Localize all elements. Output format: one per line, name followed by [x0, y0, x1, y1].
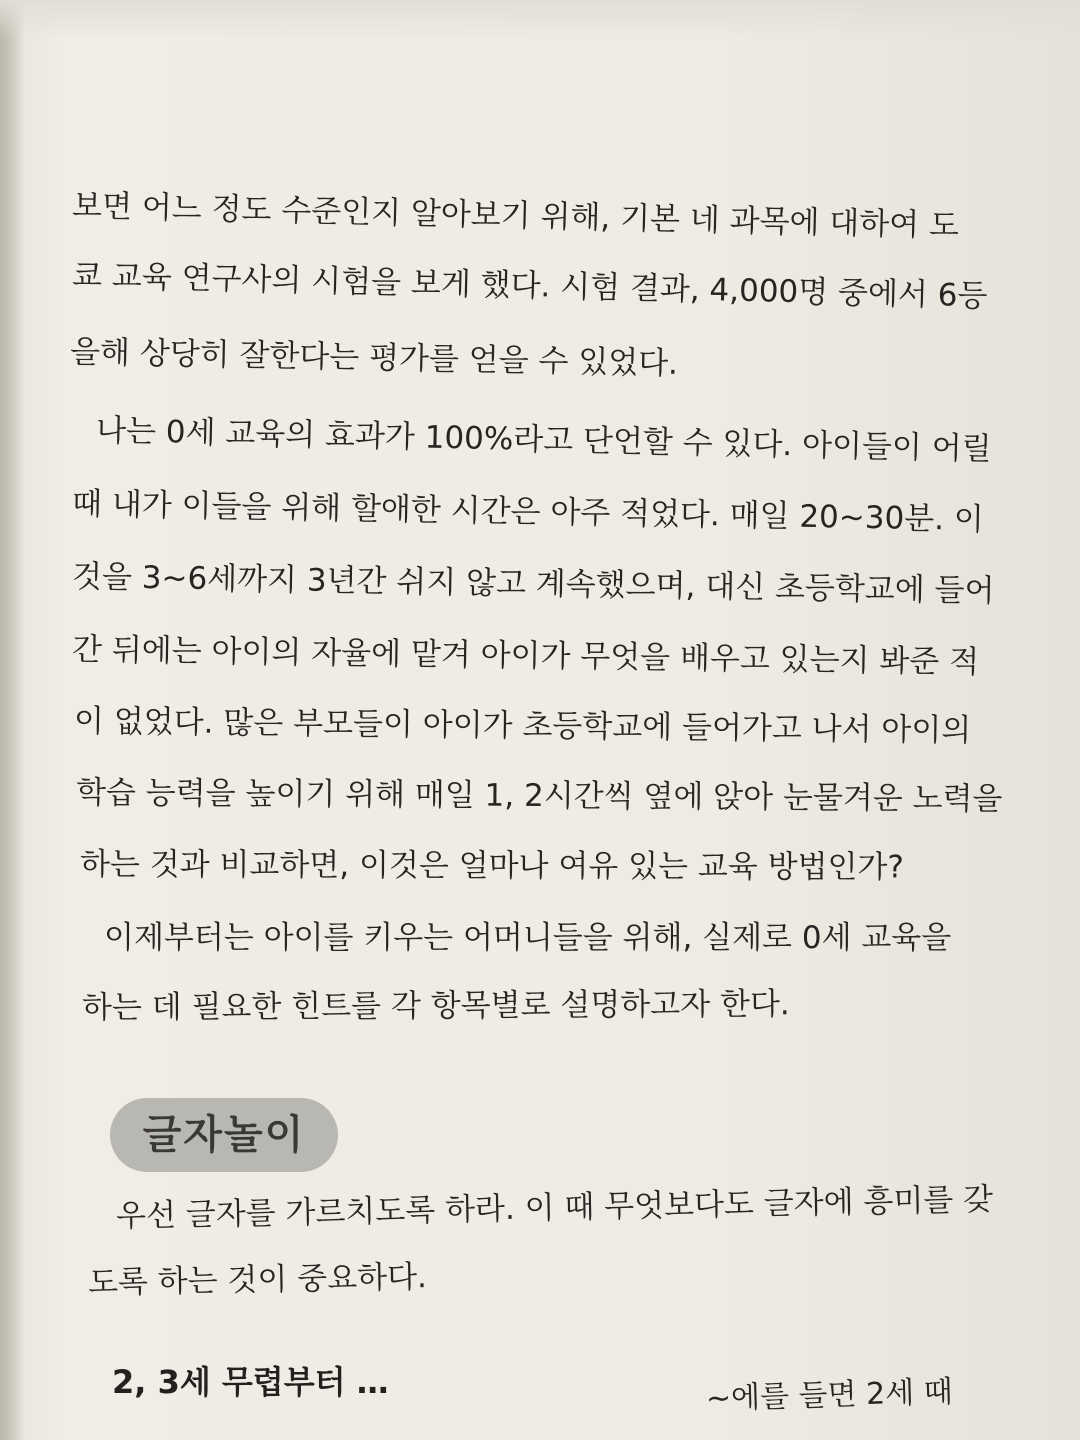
text-line: 학습 능력을 높이기 위해 매일 1, 2시간씩 옆에 앉아 눈물겨운 노력을: [75, 774, 1003, 818]
text-line: 이제부터는 아이를 키우는 어머니들을 위해, 실제로 0세 교육을: [104, 920, 952, 956]
text-line: 간 뒤에는 아이의 자율에 맡겨 아이가 무엇을 배우고 있는지 봐준 적: [71, 631, 980, 681]
section-tag-label: 글자놀이: [142, 1111, 306, 1158]
section-tag: [110, 1098, 338, 1172]
text-line: 것을 3~6세까지 3년간 쉬지 않고 계속했으며, 대신 초등학교에 들어: [71, 558, 995, 610]
text-line: 을해 상당히 잘한다는 평가를 얻을 수 있었다.: [69, 334, 679, 382]
text-line: 나는 0세 교육의 효과가 100%라고 단언할 수 있다. 아이들이 어릴: [95, 412, 992, 468]
text-line: 이 없었다. 많은 부모들이 아이가 초등학교에 들어가고 나서 아이의: [73, 703, 972, 749]
text-line: 하는 것과 비교하면, 이것은 얼마나 여유 있는 교육 방법인가?: [79, 846, 904, 886]
cut-off-text: ~에를 들면 2세 때: [705, 1374, 954, 1417]
cut-off-line-container: [690, 1372, 1080, 1440]
text-line: 도록 하는 것이 중요하다.: [87, 1259, 428, 1301]
page-gutter-shadow: [0, 0, 24, 1440]
page-top-shade: [0, 0, 1080, 40]
subheading: 2, 3세 무렵부터 …: [112, 1363, 389, 1401]
text-line: 보면 어느 정도 수준인지 알아보기 위해, 기본 네 과목에 대하여 도: [71, 187, 960, 245]
text-line: 우선 글자를 가르치도록 하라. 이 때 무엇보다도 글자에 흥미를 갖: [115, 1181, 994, 1235]
text-line: 하는 데 필요한 힌트를 각 항목별로 설명하고자 한다.: [81, 986, 790, 1026]
text-line: 쿄 교육 연구사의 시험을 보게 했다. 시험 결과, 4,000명 중에서 6등: [71, 257, 988, 315]
text-line: 때 내가 이들을 위해 할애한 시간은 아주 적었다. 매일 20~30분. 이: [71, 486, 985, 538]
